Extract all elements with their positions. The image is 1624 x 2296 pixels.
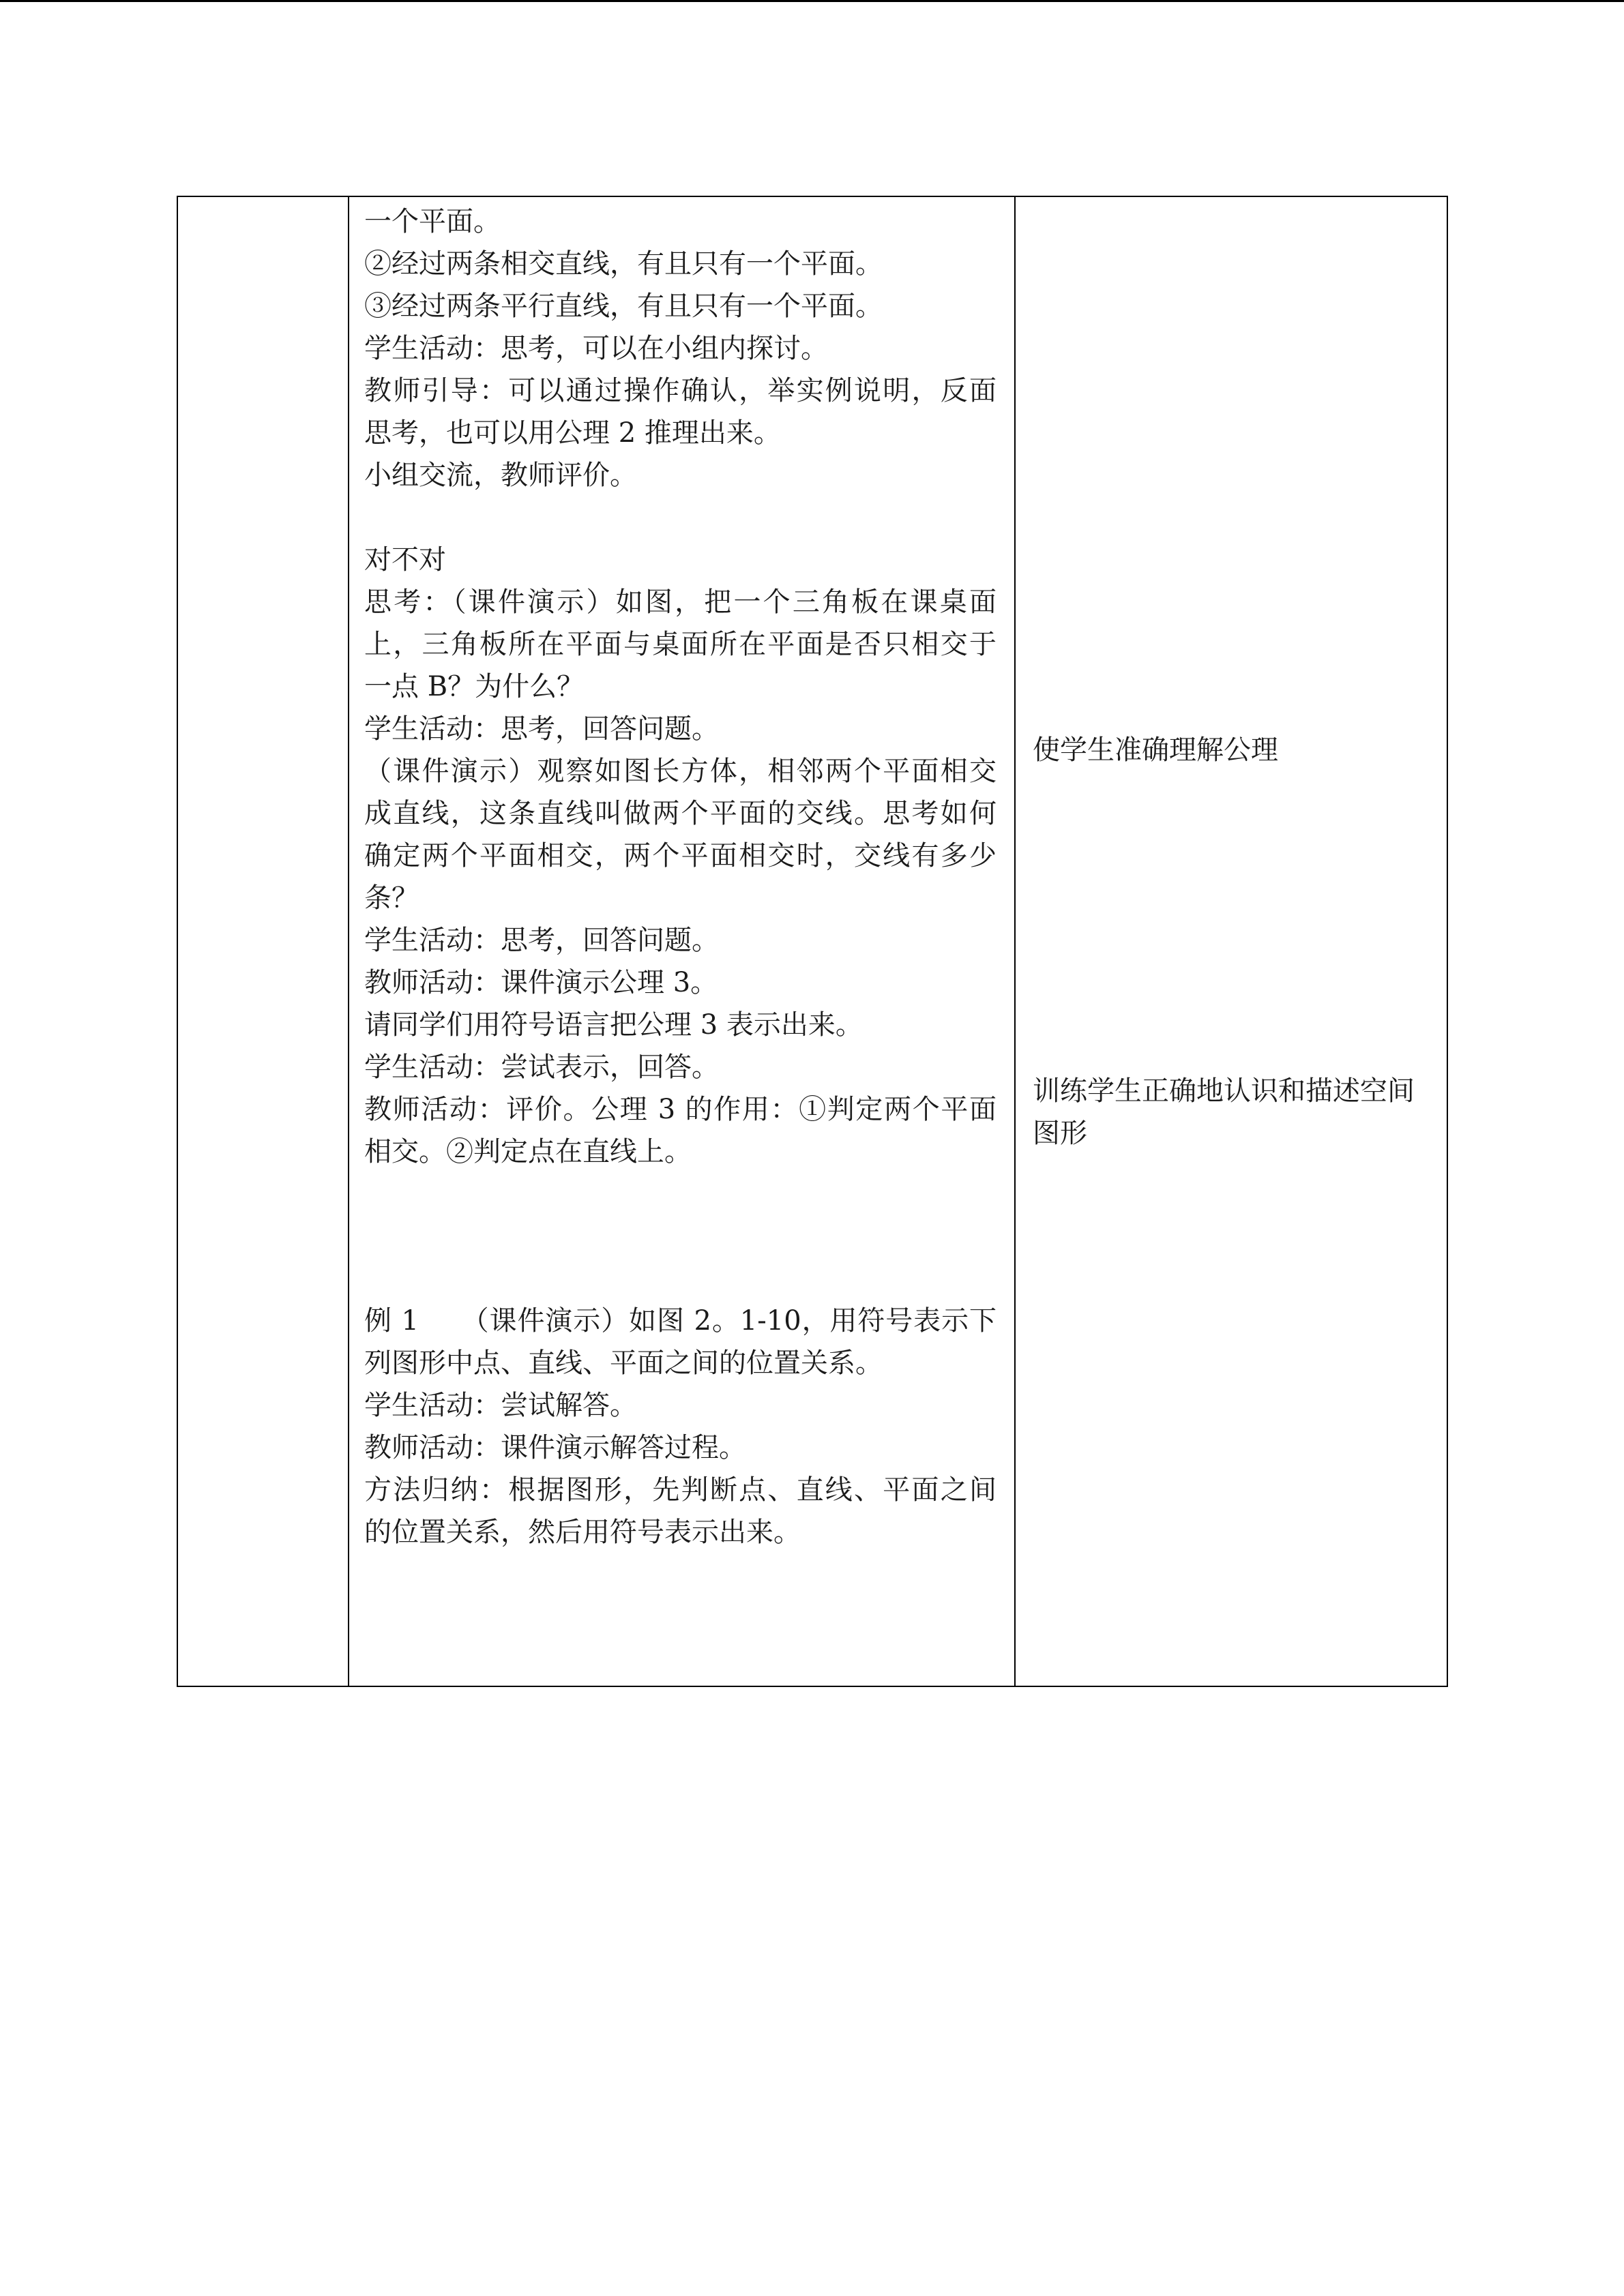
text-line: 方法归纳：根据图形，先判断点、直线、平面之间 xyxy=(364,1474,996,1506)
text-line: 教师活动：课件演示公理 3。 xyxy=(364,967,718,998)
text-line: 学生活动：思考，回答问题。 xyxy=(364,713,719,745)
text-line: ②经过两条相交直线，有且只有一个平面。 xyxy=(364,248,883,280)
top-border xyxy=(0,0,1624,2)
text-line: 思考：（课件演示）如图，把一个三角板在课桌面 xyxy=(364,586,996,618)
column-divider-right xyxy=(1014,197,1016,1686)
text-line: 一点 B？为什么？ xyxy=(364,671,585,702)
column-divider-left xyxy=(348,197,349,1686)
text-line: 上，三角板所在平面与桌面所在平面是否只相交于 xyxy=(364,629,996,660)
text-line: 使学生准确理解公理 xyxy=(1033,734,1278,766)
text-line: 的位置关系，然后用符号表示出来。 xyxy=(364,1517,801,1548)
text-line: （课件演示）观察如图长方体，相邻两个平面相交 xyxy=(364,756,996,787)
text-line: 例 1 （课件演示）如图 2。1-10，用符号表示下 xyxy=(364,1305,996,1337)
text-line: 学生活动：思考，可以在小组内探讨。 xyxy=(364,333,828,364)
text-line: 教师活动：评价。公理 3 的作用：①判定两个平面 xyxy=(364,1094,996,1125)
text-line: 确定两个平面相交，两个平面相交时，交线有多少 xyxy=(364,840,996,871)
text-line: 思考，也可以用公理 2 推理出来。 xyxy=(364,417,781,449)
text-line: 教师活动：课件演示解答过程。 xyxy=(364,1432,746,1463)
text-line: 请同学们用符号语言把公理 3 表示出来。 xyxy=(364,1009,863,1041)
lesson-plan-table xyxy=(177,196,1448,1687)
text-line: 训练学生正确地认识和描述空间 xyxy=(1033,1075,1415,1107)
text-line: 相交。②判定点在直线上。 xyxy=(364,1136,692,1167)
text-line: 小组交流，教师评价。 xyxy=(364,460,637,491)
text-line: 条？ xyxy=(364,882,419,914)
text-line: 成直线，这条直线叫做两个平面的交线。思考如何 xyxy=(364,798,996,829)
text-line: 学生活动：尝试解答。 xyxy=(364,1390,637,1421)
text-line: 一个平面。 xyxy=(364,206,501,237)
text-line: 图形 xyxy=(1033,1118,1087,1149)
text-line: ③经过两条平行直线，有且只有一个平面。 xyxy=(364,290,883,322)
text-line: 教师引导：可以通过操作确认，举实例说明，反面 xyxy=(364,375,996,406)
text-line: 学生活动：尝试表示，回答。 xyxy=(364,1052,719,1083)
text-line: 对不对 xyxy=(364,544,446,576)
text-line: 列图形中点、直线、平面之间的位置关系。 xyxy=(364,1347,883,1379)
text-line: 学生活动：思考，回答问题。 xyxy=(364,925,719,956)
